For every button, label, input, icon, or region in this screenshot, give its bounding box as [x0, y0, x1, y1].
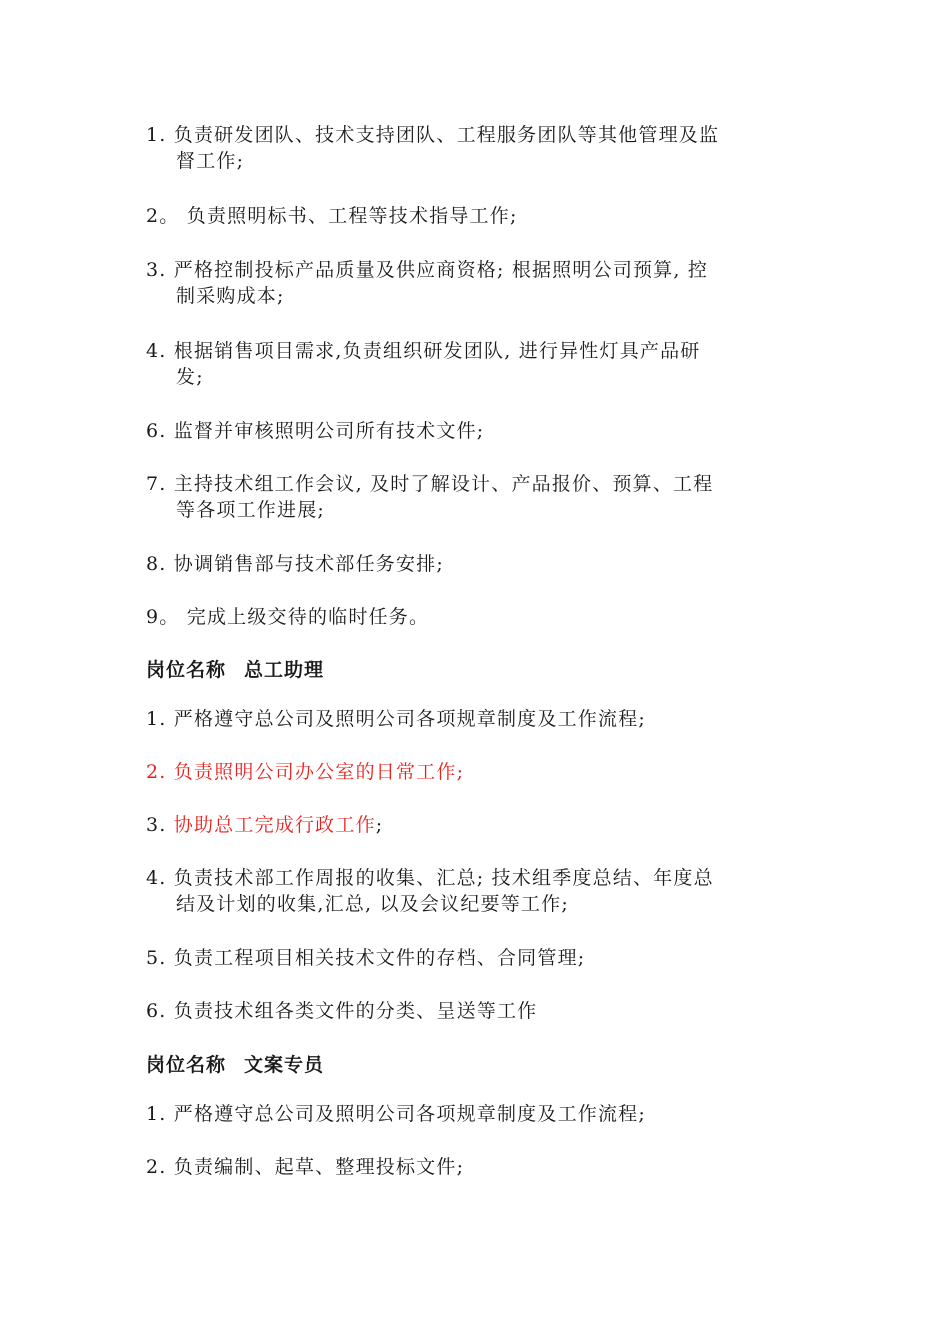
- item-text: 严格遵守总公司及照明公司各项规章制度及工作流程;: [173, 708, 646, 730]
- item-text-continued: 结及计划的收集,汇总, 以及会议纪要等工作;: [176, 893, 569, 915]
- item-text: 协调销售部与技术部任务安排;: [173, 553, 444, 575]
- item-number: 1.: [146, 124, 167, 146]
- item-number: 5.: [146, 947, 167, 969]
- item-number: 6.: [146, 1000, 167, 1022]
- item-text: 完成上级交待的临时任务。: [186, 606, 430, 628]
- item-text: 负责技术部工作周报的收集、汇总; 技术组季度总结、年度总: [173, 867, 714, 889]
- list-item: [146, 551, 796, 577]
- item-number: 7.: [146, 473, 167, 495]
- section-heading: [146, 1052, 796, 1078]
- list-item: [146, 604, 796, 630]
- item-text: 负责照明标书、工程等技术指导工作;: [186, 205, 518, 227]
- item-number: 4.: [146, 340, 167, 362]
- item-number: 2。: [146, 205, 180, 227]
- heading-title: 总工助理: [244, 659, 325, 681]
- heading-label: 岗位名称: [146, 1054, 227, 1076]
- item-number: 9。: [146, 606, 180, 628]
- list-item: [146, 865, 796, 917]
- item-text: 监督并审核照明公司所有技术文件;: [173, 420, 485, 442]
- item-text: 主持技术组工作会议, 及时了解设计、产品报价、预算、工程: [173, 473, 714, 495]
- item-text: 负责工程项目相关技术文件的存档、合同管理;: [173, 947, 586, 969]
- section-heading: [146, 657, 796, 683]
- item-text: 严格遵守总公司及照明公司各项规章制度及工作流程;: [173, 1103, 646, 1125]
- heading-label: 岗位名称: [146, 659, 227, 681]
- item-text-continued: 督工作;: [176, 150, 245, 172]
- list-item: [146, 1101, 796, 1127]
- list-item: [146, 706, 796, 732]
- item-text: 负责编制、起草、整理投标文件;: [173, 1156, 465, 1178]
- list-item: [146, 998, 796, 1024]
- item-text: 负责技术组各类文件的分类、呈送等工作: [173, 1000, 538, 1022]
- item-text-continued: 发;: [176, 366, 204, 388]
- item-number: 6.: [146, 420, 167, 442]
- list-item: [146, 471, 796, 523]
- item-number: 2.: [146, 761, 167, 783]
- list-item: [146, 338, 796, 390]
- list-item: [146, 812, 796, 838]
- item-text: 负责照明公司办公室的日常工作;: [173, 761, 465, 783]
- item-number: 3.: [146, 814, 167, 836]
- item-text-tail: ;: [375, 814, 384, 836]
- list-item: [146, 1154, 796, 1180]
- item-number: 1.: [146, 708, 167, 730]
- item-text: 严格控制投标产品质量及供应商资格; 根据照明公司预算, 控: [173, 259, 709, 281]
- list-item: [146, 257, 796, 309]
- item-number: 8.: [146, 553, 167, 575]
- item-text: 根据销售项目需求,负责组织研发团队, 进行异性灯具产品研: [173, 340, 701, 362]
- item-text-continued: 等各项工作进展;: [176, 499, 326, 521]
- item-text: 负责研发团队、技术支持团队、工程服务团队等其他管理及监: [173, 124, 720, 146]
- item-number: 1.: [146, 1103, 167, 1125]
- list-item: [146, 945, 796, 971]
- list-item: [146, 122, 796, 174]
- item-number: 3.: [146, 259, 167, 281]
- item-number: 2.: [146, 1156, 167, 1178]
- item-text-highlighted: 协助总工完成行政工作: [173, 814, 376, 836]
- heading-title: 文案专员: [244, 1054, 325, 1076]
- item-number: 4.: [146, 867, 167, 889]
- list-item: [146, 418, 796, 444]
- list-item-highlighted: [146, 759, 796, 785]
- item-text-continued: 制采购成本;: [176, 285, 285, 307]
- list-item: [146, 203, 796, 229]
